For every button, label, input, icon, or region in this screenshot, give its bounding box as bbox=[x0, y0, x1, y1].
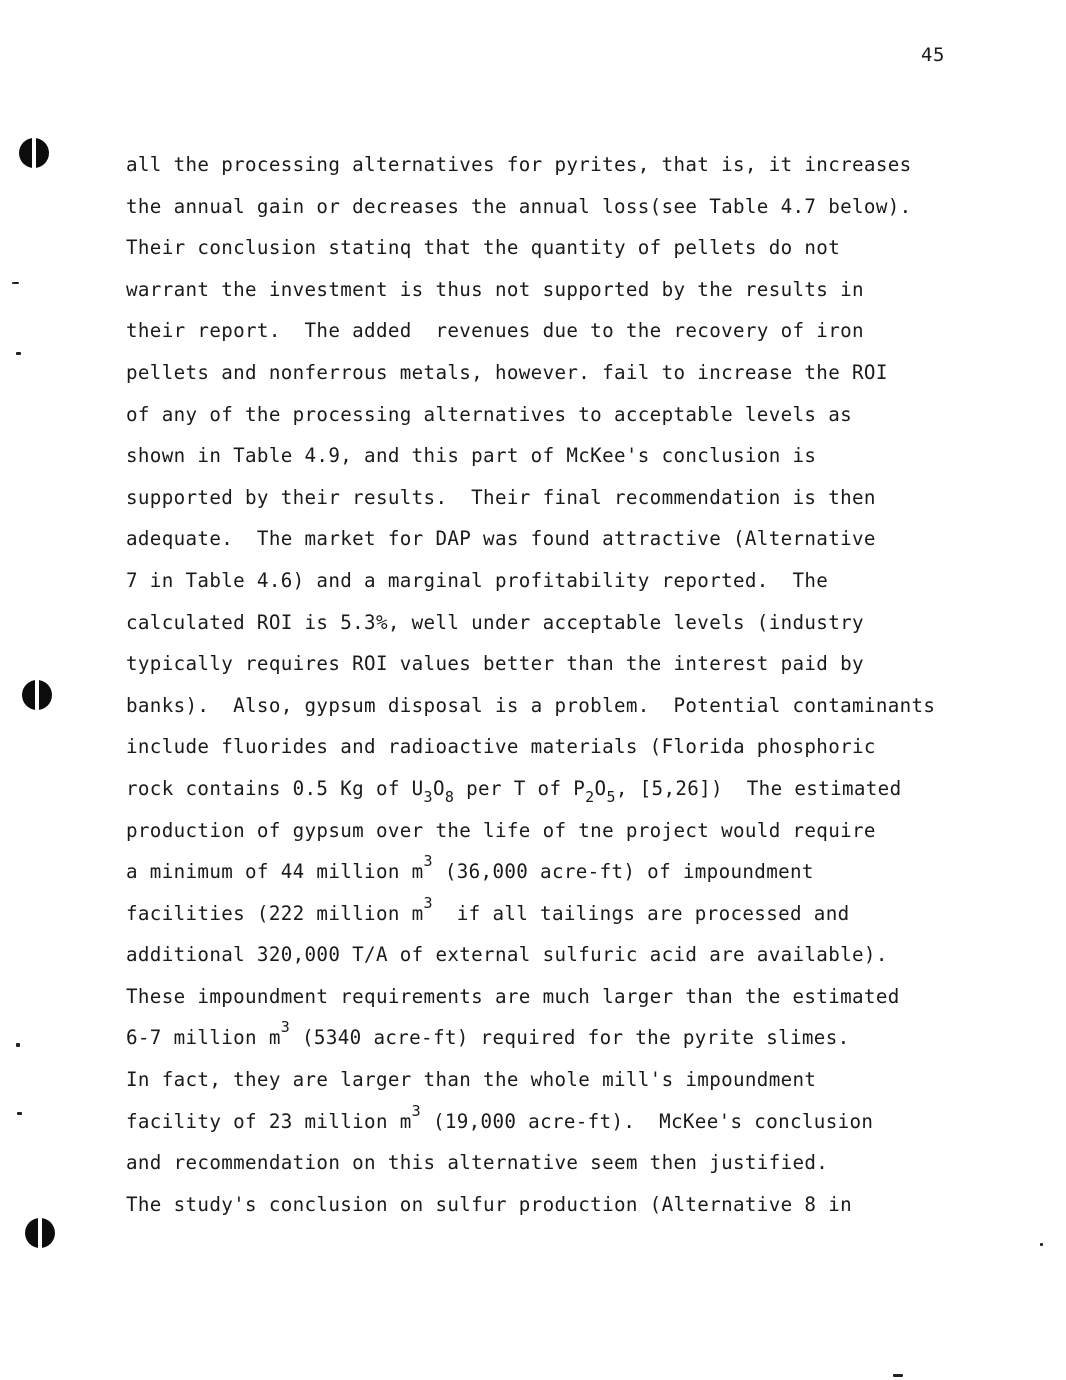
binder-hole-middle bbox=[22, 680, 52, 710]
text-run: (36,000 acre-ft) of impoundment bbox=[432, 860, 814, 884]
text-line bbox=[126, 893, 986, 939]
text-run: O bbox=[594, 776, 607, 800]
text-line: typically requires ROI values better than the interest paid by bbox=[126, 652, 864, 676]
text-line: the annual gain or decreases the annual loss(see Table 4.7 below). bbox=[126, 194, 912, 218]
subscript: 8 bbox=[444, 787, 455, 806]
text-line: Their conclusion statinq that the quantity of pellets do not bbox=[126, 236, 841, 260]
text-line: their report. The added revenues due to the recovery of iron bbox=[126, 319, 864, 343]
text-line: shown in Table 4.9, and this part of McKee's conclusion is bbox=[126, 444, 817, 468]
text-run: (19,000 acre-ft). McKee's conclusion bbox=[421, 1109, 874, 1133]
text-line: all the processing alternatives for pyrites, that is, it increases bbox=[126, 153, 912, 176]
text-run: 6-7 million m bbox=[126, 1026, 281, 1050]
scan-speck bbox=[16, 352, 21, 355]
text-line bbox=[126, 772, 986, 814]
text-run: (5340 acre-ft) required for the pyrite slimes. bbox=[290, 1026, 850, 1050]
binder-hole-top bbox=[19, 138, 49, 168]
superscript: 3 bbox=[280, 1018, 291, 1037]
text-run: rock contains 0.5 Kg of U bbox=[126, 776, 424, 800]
text-line: and recommendation on this alternative seem then justified. bbox=[126, 1151, 829, 1175]
binder-hole-bottom bbox=[25, 1218, 55, 1248]
text-run: a minimum of 44 million m bbox=[126, 860, 424, 884]
text-line: 7 in Table 4.6) and a marginal profitability reported. The bbox=[126, 568, 829, 592]
text-line bbox=[126, 1101, 986, 1147]
text-line: of any of the processing alternatives to acceptable levels as bbox=[126, 402, 853, 426]
text-run: if all tailings are processed and bbox=[432, 901, 850, 925]
text-line: supported by their results. Their final recommendation is then bbox=[126, 485, 876, 509]
text-run: , [5,26]) The estimated bbox=[615, 776, 902, 800]
text-line bbox=[126, 1018, 986, 1063]
page-number: 45 bbox=[921, 44, 945, 66]
superscript: 3 bbox=[423, 893, 433, 912]
text-line: banks). Also, gypsum disposal is a problem. Potential contaminants bbox=[126, 693, 936, 717]
scan-speck bbox=[1040, 1243, 1043, 1246]
text-line: production of gypsum over the life of tne project would require bbox=[126, 818, 876, 842]
subscript: 5 bbox=[606, 787, 616, 806]
text-line: calculated ROI is 5.3%, well under acceptable levels (industry bbox=[126, 610, 864, 634]
text-line: additional 320,000 T/A of external sulfuric acid are available). bbox=[126, 943, 888, 967]
superscript: 3 bbox=[423, 852, 433, 871]
body-text bbox=[126, 148, 986, 1229]
text-run: per T of P bbox=[454, 776, 586, 800]
text-line bbox=[126, 852, 986, 897]
scan-speck bbox=[16, 1043, 20, 1047]
subscript: 3 bbox=[423, 787, 433, 806]
text-run: facilities (222 million m bbox=[126, 901, 424, 925]
text-line: adequate. The market for DAP was found attractive (Alternative bbox=[126, 527, 876, 551]
text-run: O bbox=[432, 776, 445, 800]
text-line: include fluorides and radioactive materials (Florida phosphoric bbox=[126, 735, 876, 759]
text-line: In fact, they are larger than the whole mill's impoundment bbox=[126, 1068, 817, 1092]
scan-speck bbox=[12, 282, 19, 284]
subscript: 2 bbox=[585, 787, 595, 806]
text-line: These impoundment requirements are much larger than the estimated bbox=[126, 984, 900, 1008]
text-line: pellets and nonferrous metals, however. fail to increase the ROI bbox=[126, 360, 888, 384]
text-line: The study's conclusion on sulfur production (Alternative 8 in bbox=[126, 1192, 853, 1216]
text-line: warrant the investment is thus not supported by the results in bbox=[126, 277, 864, 301]
scan-speck bbox=[893, 1374, 903, 1377]
scan-speck bbox=[17, 1112, 22, 1115]
text-run: facility of 23 million m bbox=[126, 1109, 412, 1133]
superscript: 3 bbox=[411, 1101, 422, 1120]
